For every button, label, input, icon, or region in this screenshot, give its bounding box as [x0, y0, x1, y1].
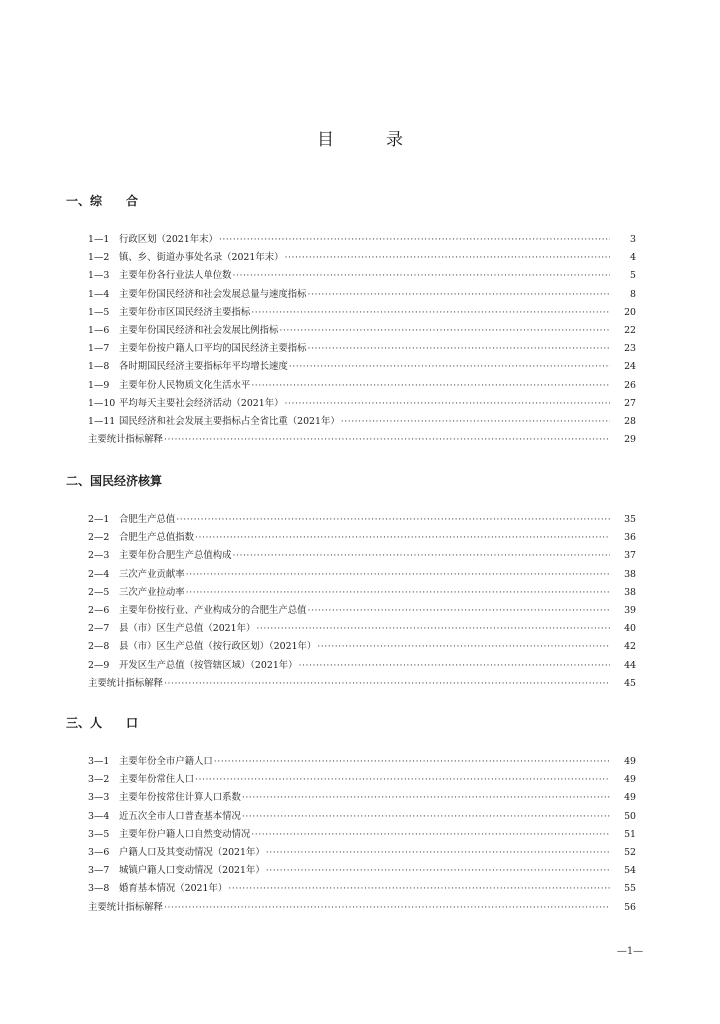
toc-entry-title: 主要年份各行业法人单位数 — [119, 270, 232, 282]
toc-entry-title: 主要年份按户籍人口平均的国民经济主要指标 — [119, 343, 307, 355]
toc-entry[interactable] — [88, 657, 636, 675]
toc-entry-page: 38 — [624, 586, 636, 598]
toc-entry[interactable] — [88, 584, 636, 602]
toc-entry-page: 4 — [630, 252, 636, 264]
dot-leader — [195, 771, 610, 789]
dot-leader — [308, 602, 610, 620]
toc-entry-title: 主要统计指标解释 — [88, 901, 164, 913]
toc-entry-title: 主要年份按行业、产业构成分的合肥生产总值 — [119, 604, 307, 616]
toc-entry-page: 52 — [624, 846, 636, 858]
toc-entries — [88, 231, 636, 449]
toc-entry[interactable] — [88, 899, 636, 917]
toc-entry[interactable] — [88, 286, 636, 304]
toc-entry-title: 城镇户籍人口变动情况（2021年） — [119, 865, 265, 877]
section-heading: 二、国民经济核算 — [66, 474, 163, 488]
toc-entry-page: 45 — [624, 677, 636, 689]
dot-leader — [164, 675, 610, 693]
toc-entry-code: 1—1 — [88, 234, 110, 245]
toc-entry-title: 县（市）区生产总值（按行政区划）（2021年） — [119, 641, 317, 653]
toc-entry-page: 27 — [624, 397, 636, 409]
page-title-left: 目 — [317, 130, 334, 150]
dot-leader — [186, 584, 610, 602]
toc-entry-page: 26 — [624, 379, 636, 391]
toc-entry-code: 3—8 — [88, 883, 110, 895]
toc-entry-code: 2—2 — [88, 532, 110, 544]
toc-entry[interactable] — [88, 602, 636, 620]
toc-entry-code: 1—10 — [88, 397, 116, 409]
toc-entry-page: 50 — [624, 810, 636, 822]
toc-section-general — [66, 193, 636, 449]
toc-entry-title: 主要年份按常住计算人口系数 — [119, 792, 241, 804]
toc-entries — [88, 753, 636, 917]
dot-leader — [266, 844, 610, 862]
toc-entry[interactable] — [88, 771, 636, 789]
toc-entry[interactable] — [88, 511, 636, 529]
toc-entry[interactable] — [88, 675, 636, 693]
dot-leader — [228, 880, 610, 898]
toc-entry-title: 三次产业拉动率 — [119, 586, 185, 598]
toc-entry-code: 2—1 — [88, 514, 110, 525]
toc-entry-code: 1—9 — [88, 379, 110, 391]
toc-entry-code: 2—9 — [88, 659, 110, 671]
toc-entry-code: 2—6 — [88, 604, 110, 616]
toc-entry-page: 42 — [624, 641, 636, 653]
toc-entry-code: 2—4 — [88, 568, 110, 580]
toc-entry[interactable] — [88, 529, 636, 547]
toc-entry[interactable] — [88, 862, 636, 880]
toc-section-population — [66, 715, 636, 917]
toc-entry-title: 合肥生产总值指数 — [119, 532, 195, 544]
toc-entry-code: 3—7 — [88, 865, 110, 877]
toc-entry[interactable] — [88, 358, 636, 376]
section-heading: 一、综 合 — [66, 194, 139, 208]
toc-entry-page: 37 — [624, 550, 636, 562]
dot-leader — [317, 638, 610, 656]
toc-entry-code: 3—2 — [88, 774, 110, 786]
toc-entry-title: 县（市）区生产总值（2021年） — [119, 623, 256, 635]
toc-entry-code: 1—6 — [88, 324, 110, 336]
toc-entry-code: 2—8 — [88, 641, 110, 653]
toc-section-national-accounts — [66, 473, 636, 693]
toc-entry[interactable] — [88, 249, 636, 267]
dot-leader — [186, 566, 610, 584]
dot-leader — [308, 340, 610, 358]
toc-entry-title: 主要统计指标解释 — [88, 677, 164, 689]
toc-entry-title: 户籍人口及其变动情况（2021年） — [119, 846, 265, 858]
page-title — [0, 125, 720, 150]
toc-entry-page: 51 — [624, 828, 636, 840]
toc-entry-page: 40 — [624, 623, 636, 635]
toc-entry-code: 3—1 — [88, 756, 110, 767]
toc-entry-page: 55 — [624, 883, 636, 895]
toc-entry[interactable] — [88, 431, 636, 449]
toc-entry[interactable] — [88, 638, 636, 656]
toc-entry-code: 2—3 — [88, 550, 110, 562]
dot-leader — [251, 377, 610, 395]
toc-entry-page: 39 — [624, 604, 636, 616]
dot-leader — [308, 286, 610, 304]
toc-entry-page: 28 — [624, 415, 636, 427]
toc-entry-title: 主要年份全市户籍人口 — [119, 756, 213, 767]
toc-entry-title: 开发区生产总值（按管辖区域）（2021年） — [119, 659, 298, 671]
toc-entry[interactable] — [88, 413, 636, 431]
toc-entry-page: 3 — [630, 234, 636, 245]
toc-entry[interactable] — [88, 304, 636, 322]
toc-entry-title: 主要统计指标解释 — [88, 434, 164, 446]
toc-entry-title: 三次产业贡献率 — [119, 568, 185, 580]
toc-entry[interactable] — [88, 395, 636, 413]
toc-entry-title: 镇、乡、街道办事处名录（2021年末） — [119, 252, 284, 264]
toc-entry-title: 合肥生产总值 — [119, 514, 176, 525]
toc-entry-page: 44 — [624, 659, 636, 671]
toc-entry-code: 3—5 — [88, 828, 110, 840]
toc-entry-page: 56 — [624, 901, 636, 913]
toc-entry-page: 24 — [624, 361, 636, 373]
toc-entry-title: 主要年份合肥生产总值构成 — [119, 550, 232, 562]
toc-entry-page: 49 — [624, 774, 636, 786]
toc-entry-page: 38 — [624, 568, 636, 580]
toc-entry-title: 主要年份国民经济和社会发展总量与速度指标 — [119, 288, 307, 300]
toc-entry-code: 3—4 — [88, 810, 110, 822]
dot-leader — [233, 547, 610, 565]
page-title-right: 录 — [386, 130, 403, 150]
toc-entry-page: 8 — [630, 288, 636, 300]
toc-entry[interactable] — [88, 566, 636, 584]
toc-entry-code: 1—11 — [88, 415, 116, 427]
toc-entry-page: 36 — [624, 532, 636, 544]
toc-entry[interactable] — [88, 753, 636, 771]
dot-leader — [285, 249, 611, 267]
toc-entry-code: 1—8 — [88, 361, 110, 373]
toc-entry-title: 国民经济和社会发展主要指标占全省比重（2021年） — [119, 415, 340, 427]
toc-entry[interactable] — [88, 231, 636, 249]
toc-entry-code: 1—7 — [88, 343, 110, 355]
dot-leader — [266, 862, 610, 880]
toc-entry[interactable] — [88, 340, 636, 358]
toc-entry-title: 平均每天主要社会经济活动（2021年） — [119, 397, 284, 409]
toc-entry-page: 49 — [624, 756, 636, 767]
toc-entry-page: 54 — [624, 865, 636, 877]
toc-entry-page: 20 — [624, 306, 636, 318]
toc-entry[interactable] — [88, 620, 636, 638]
toc-entry-code: 2—5 — [88, 586, 110, 598]
dot-leader — [242, 789, 610, 807]
toc-entry-title: 主要年份人民物质文化生活水平 — [119, 379, 251, 391]
toc-entry-code: 1—3 — [88, 270, 110, 282]
toc-entry-page: 49 — [624, 792, 636, 804]
toc-entry-title: 行政区划（2021年末） — [119, 234, 218, 245]
toc-entry-title: 主要年份常住人口 — [119, 774, 195, 786]
dot-leader — [219, 231, 610, 249]
section-heading: 三、人 口 — [66, 716, 139, 730]
dot-leader — [195, 529, 610, 547]
toc-entry-code: 3—3 — [88, 792, 110, 804]
toc-entry-title: 主要年份市区国民经济主要指标 — [119, 306, 251, 318]
dot-leader — [279, 322, 610, 340]
toc-entry-page: 23 — [624, 343, 636, 355]
toc-entry[interactable] — [88, 826, 636, 844]
toc-entry[interactable] — [88, 377, 636, 395]
toc-entry-page: 22 — [624, 324, 636, 336]
toc-entry-page: 5 — [630, 270, 636, 282]
toc-entry-page: 35 — [624, 514, 636, 525]
toc-entry-code: 1—2 — [88, 252, 110, 264]
toc-entry-title: 各时期国民经济主要指标年平均增长速度 — [119, 361, 288, 373]
toc-entry[interactable] — [88, 267, 636, 285]
toc-entry[interactable] — [88, 322, 636, 340]
toc-entry-code: 2—7 — [88, 623, 110, 635]
dot-leader — [164, 899, 610, 917]
dot-leader — [251, 826, 610, 844]
dot-leader — [341, 413, 610, 431]
toc-entry[interactable] — [88, 880, 636, 898]
toc-entry[interactable] — [88, 844, 636, 862]
toc-entry[interactable] — [88, 547, 636, 565]
dot-leader — [256, 620, 610, 638]
dot-leader — [214, 753, 610, 771]
toc-entry-code: 3—6 — [88, 846, 110, 858]
dot-leader — [164, 431, 610, 449]
toc-entry-code: 1—4 — [88, 288, 110, 300]
toc-entry[interactable] — [88, 808, 636, 826]
toc-entry-title: 主要年份户籍人口自然变动情况 — [119, 828, 251, 840]
toc-entry-title: 近五次全市人口普查基本情况 — [119, 810, 241, 822]
toc-entries — [88, 511, 636, 693]
toc-entry-title: 婚育基本情况（2021年） — [119, 883, 228, 895]
toc-entry[interactable] — [88, 789, 636, 807]
dot-leader — [285, 395, 611, 413]
toc-entry-title: 主要年份国民经济和社会发展比例指标 — [119, 324, 279, 336]
dot-leader — [176, 511, 610, 529]
page-number: —1— — [616, 946, 644, 957]
toc-entry-page: 29 — [624, 434, 636, 446]
toc-entry-code: 1—5 — [88, 306, 110, 318]
dot-leader — [299, 657, 610, 675]
dot-leader — [233, 267, 610, 285]
dot-leader — [242, 808, 610, 826]
dot-leader — [251, 304, 610, 322]
dot-leader — [289, 358, 610, 376]
